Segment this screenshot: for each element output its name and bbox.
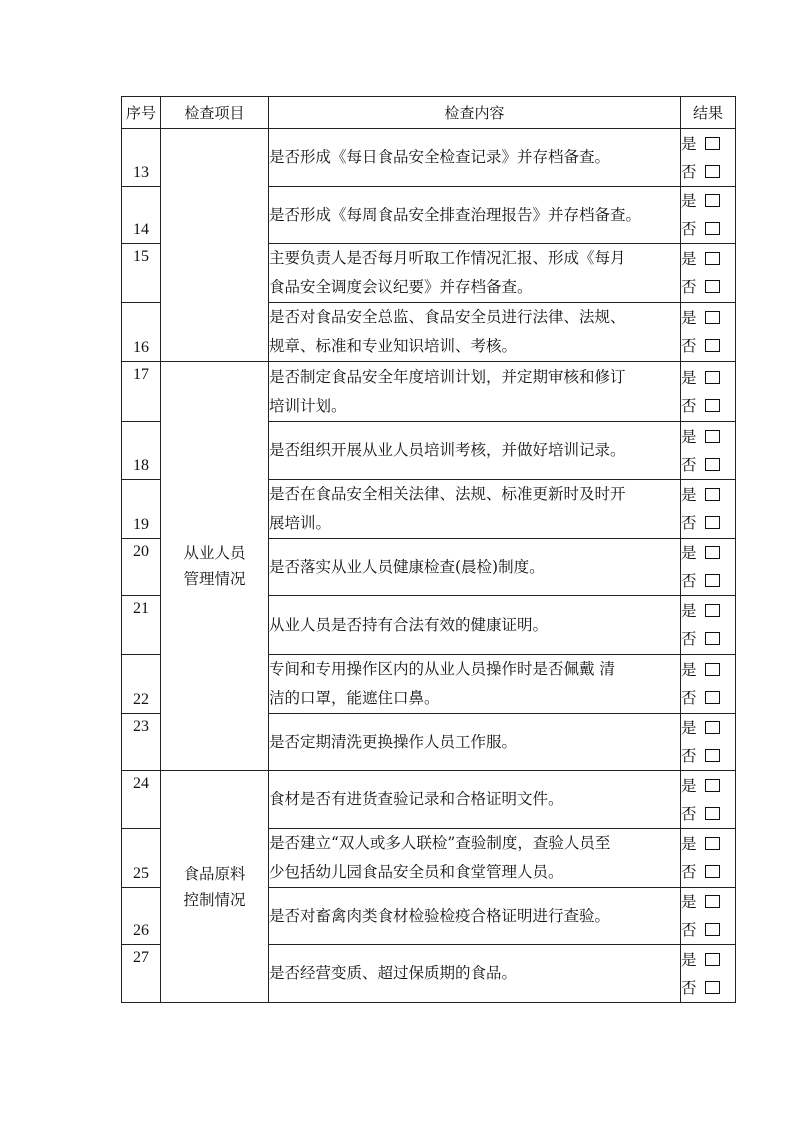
header-result: 结果 [681, 97, 736, 129]
check-content [269, 771, 681, 829]
result-option-label: 是 [681, 544, 697, 562]
result-option-yes[interactable] [681, 656, 735, 684]
check-content [269, 596, 681, 655]
checkbox-icon[interactable] [705, 981, 720, 994]
inspection-table [121, 96, 736, 1003]
check-content-line: 是否定期清洗更换操作人员工作服。 [269, 732, 518, 751]
result-cell [681, 303, 736, 362]
check-content-line: 从业人员是否持有合法有效的健康证明。 [269, 615, 549, 634]
row-number: 14 [122, 187, 161, 244]
check-content-line: 是否组织开展从业人员培训考核，并做好培训记录。 [269, 441, 626, 459]
result-cell [681, 945, 736, 1003]
checkbox-icon[interactable] [705, 546, 720, 559]
check-item-label: 管理情况 [183, 570, 246, 588]
check-content [269, 829, 681, 888]
result-option-label: 否 [681, 630, 697, 648]
checkbox-icon[interactable] [705, 222, 720, 235]
checkbox-icon[interactable] [705, 604, 720, 617]
checkbox-icon[interactable] [705, 311, 720, 324]
check-content-line: 是否在食品安全相关法律、法规、标准更新时及时开 [269, 485, 626, 503]
result-option-label: 是 [681, 950, 697, 969]
result-option-label: 否 [681, 162, 697, 181]
checkbox-icon[interactable] [705, 399, 720, 412]
check-content [269, 655, 681, 714]
result-cell [681, 829, 736, 888]
row-number: 27 [122, 945, 161, 1003]
result-option-no[interactable] [681, 451, 735, 479]
result-option-no[interactable] [681, 625, 735, 653]
result-option-label: 是 [681, 309, 697, 327]
result-option-label: 是 [681, 719, 697, 737]
result-option-label: 是 [681, 368, 697, 387]
result-option-label: 是 [681, 835, 697, 853]
row-number: 16 [122, 303, 161, 362]
checkbox-icon[interactable] [705, 280, 720, 293]
result-option-label: 是 [681, 134, 697, 153]
checkbox-icon[interactable] [705, 923, 720, 936]
check-content-line: 食材是否有进货查验记录和合格证明文件。 [269, 790, 564, 808]
check-content [269, 539, 681, 596]
result-option-label: 是 [681, 661, 697, 679]
check-content [269, 129, 681, 187]
row-number: 22 [122, 655, 161, 714]
check-content-line: 规章、标准和专业知识培训、考核。 [269, 337, 518, 355]
result-option-no[interactable] [681, 858, 735, 886]
checkbox-icon[interactable] [705, 691, 720, 704]
result-option-label: 否 [681, 514, 697, 532]
check-content-line: 食品安全调度会议纪要》并存档备查。 [269, 278, 533, 296]
check-content [269, 888, 681, 945]
header-no: 序号 [122, 97, 161, 129]
result-cell [681, 714, 736, 771]
check-content-line: 培训计划。 [269, 396, 347, 415]
check-item-label: 控制情况 [183, 890, 246, 909]
result-cell [681, 888, 736, 945]
result-option-yes[interactable] [681, 130, 735, 158]
result-option-no[interactable] [681, 332, 735, 360]
check-content [269, 303, 681, 362]
result-option-yes[interactable] [681, 423, 735, 451]
table-row [122, 771, 736, 829]
checkbox-icon[interactable] [705, 865, 720, 878]
check-content-line: 是否落实从业人员健康检查(晨检)制度。 [269, 557, 545, 576]
table-row [122, 129, 736, 187]
result-option-yes[interactable] [681, 772, 735, 800]
result-option-label: 否 [681, 747, 697, 765]
header-content: 检查内容 [269, 97, 681, 129]
result-option-no[interactable] [681, 800, 735, 828]
check-content-line: 是否对食品安全总监、食品安全员进行法律、法规、 [269, 308, 626, 326]
result-cell [681, 480, 736, 539]
result-cell [681, 422, 736, 480]
result-option-label: 否 [681, 396, 697, 415]
result-option-label: 否 [681, 220, 697, 238]
result-option-no[interactable] [681, 215, 735, 243]
check-content-line: 专间和专用操作区内的从业人员操作时是否佩戴 清 [269, 660, 615, 678]
checkbox-icon[interactable] [705, 458, 720, 471]
row-number: 19 [122, 480, 161, 539]
result-option-yes[interactable] [681, 304, 735, 332]
check-content [269, 480, 681, 539]
checkbox-icon[interactable] [705, 895, 720, 908]
check-content-line: 是否形成《每日食品安全检查记录》并存档备查。 [269, 148, 611, 166]
check-content [269, 362, 681, 422]
checkbox-icon[interactable] [705, 371, 720, 384]
result-option-label: 否 [681, 978, 697, 997]
row-number: 20 [122, 539, 161, 596]
check-content [269, 244, 681, 303]
row-number: 24 [122, 771, 161, 829]
result-cell [681, 244, 736, 303]
result-option-no[interactable] [681, 974, 735, 1002]
result-option-yes[interactable] [681, 364, 735, 392]
result-cell [681, 771, 736, 829]
check-content [269, 714, 681, 771]
result-option-label: 是 [681, 427, 697, 446]
checkbox-icon[interactable] [705, 721, 720, 734]
check-item-group [161, 771, 269, 1003]
check-content [269, 945, 681, 1003]
result-option-no[interactable] [681, 684, 735, 712]
result-option-no[interactable] [681, 392, 735, 420]
table-header-row [122, 97, 736, 129]
result-option-label: 是 [681, 192, 697, 210]
result-option-label: 是 [681, 486, 697, 504]
check-content [269, 187, 681, 244]
checkbox-icon[interactable] [705, 779, 720, 792]
result-cell [681, 539, 736, 596]
result-option-yes[interactable] [681, 245, 735, 273]
result-option-label: 否 [681, 455, 697, 474]
result-cell [681, 596, 736, 655]
row-number: 23 [122, 714, 161, 771]
check-content-line: 是否建立“双人或多人联检”查验制度，查验人员至 [269, 834, 611, 852]
result-option-label: 否 [681, 278, 697, 296]
result-option-label: 否 [681, 863, 697, 881]
result-cell [681, 129, 736, 187]
result-option-yes[interactable] [681, 597, 735, 625]
result-option-yes[interactable] [681, 187, 735, 215]
result-option-yes[interactable] [681, 888, 735, 916]
checkbox-icon[interactable] [705, 663, 720, 676]
check-item-group [161, 362, 269, 771]
row-number: 15 [122, 244, 161, 303]
result-option-yes[interactable] [681, 830, 735, 858]
checkbox-icon[interactable] [705, 137, 720, 150]
result-option-label: 否 [681, 921, 697, 939]
checkbox-icon[interactable] [705, 430, 720, 443]
result-option-no[interactable] [681, 742, 735, 770]
checkbox-icon[interactable] [705, 488, 720, 501]
result-option-label: 否 [681, 337, 697, 355]
result-option-no[interactable] [681, 158, 735, 186]
result-option-no[interactable] [681, 509, 735, 537]
check-content-line: 展培训。 [269, 514, 332, 532]
result-cell [681, 655, 736, 714]
checkbox-icon[interactable] [705, 252, 720, 265]
result-option-yes[interactable] [681, 946, 735, 974]
result-option-yes[interactable] [681, 539, 735, 567]
check-content-line: 是否对畜禽肉类食材检验检疫合格证明进行查验。 [269, 906, 611, 925]
checkbox-icon[interactable] [705, 574, 720, 587]
checkbox-icon[interactable] [705, 165, 720, 178]
table-row [122, 362, 736, 422]
checkbox-icon[interactable] [705, 953, 720, 966]
row-number: 17 [122, 362, 161, 422]
result-option-label: 是 [681, 776, 697, 795]
result-option-label: 是 [681, 250, 697, 268]
check-item-group [161, 129, 269, 362]
result-option-label: 是 [681, 602, 697, 620]
checkbox-icon[interactable] [705, 339, 720, 352]
header-item: 检查项目 [161, 97, 269, 129]
result-option-label: 是 [681, 893, 697, 911]
check-content-line: 洁的口罩，能遮住口鼻。 [269, 689, 440, 707]
result-option-yes[interactable] [681, 714, 735, 742]
checkbox-icon[interactable] [705, 837, 720, 850]
check-content-line: 是否制定食品安全年度培训计划，并定期审核和修订 [269, 367, 626, 386]
row-number: 18 [122, 422, 161, 480]
result-option-label: 否 [681, 689, 697, 707]
checkbox-icon[interactable] [705, 749, 720, 762]
check-content-line: 少包括幼儿园食品安全员和食堂管理人员。 [269, 863, 564, 881]
row-number: 21 [122, 596, 161, 655]
check-item-label: 从业人员 [183, 544, 246, 562]
row-number: 26 [122, 888, 161, 945]
result-option-yes[interactable] [681, 481, 735, 509]
result-cell [681, 187, 736, 244]
result-option-no[interactable] [681, 273, 735, 301]
check-content [269, 422, 681, 480]
result-cell [681, 362, 736, 422]
check-item-label: 食品原料 [183, 864, 246, 883]
table-body [122, 129, 736, 1003]
row-number: 13 [122, 129, 161, 187]
result-option-label: 否 [681, 804, 697, 823]
row-number: 25 [122, 829, 161, 888]
checkbox-icon[interactable] [705, 632, 720, 645]
result-option-no[interactable] [681, 567, 735, 595]
result-option-label: 否 [681, 572, 697, 590]
checkbox-icon[interactable] [705, 194, 720, 207]
check-content-line: 主要负责人是否每月听取工作情况汇报、形成《每月 [269, 249, 626, 267]
result-option-no[interactable] [681, 916, 735, 944]
checkbox-icon[interactable] [705, 516, 720, 529]
check-content-line: 是否经营变质、超过保质期的食品。 [269, 964, 518, 982]
checkbox-icon[interactable] [705, 807, 720, 820]
check-content-line: 是否形成《每周食品安全排查治理报告》并存档备查。 [269, 205, 642, 224]
